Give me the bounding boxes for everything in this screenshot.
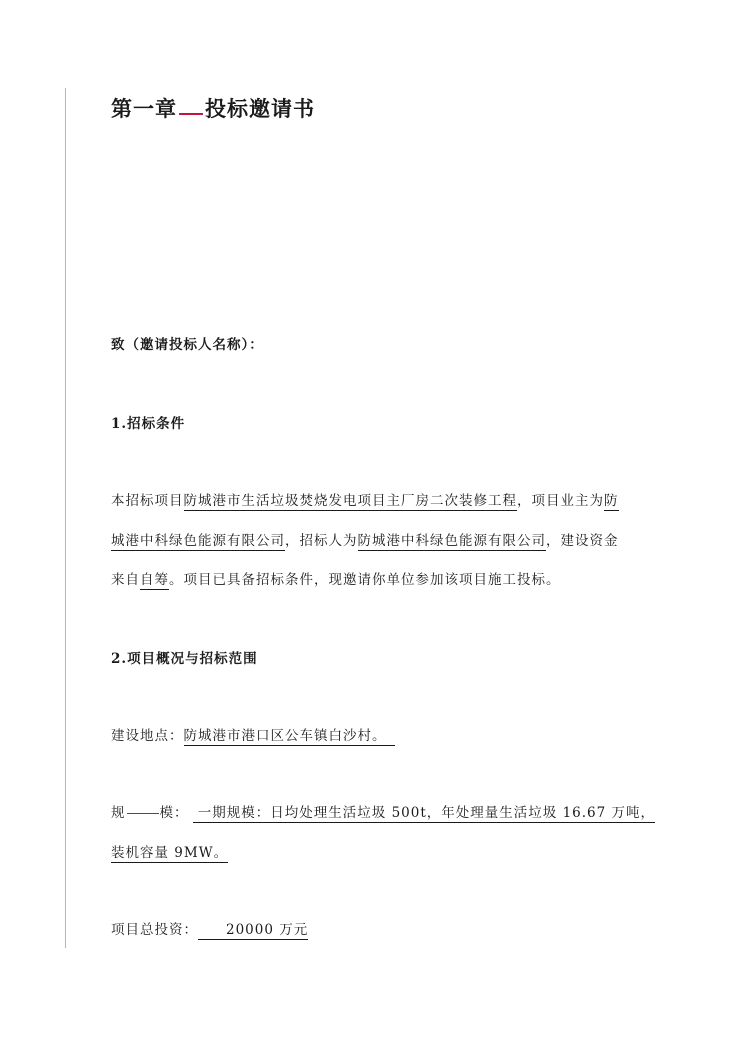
location-label: 建设地点：: [111, 728, 184, 744]
scale-label-b: 模：: [159, 805, 189, 821]
chapter-number: 第一章: [111, 97, 177, 121]
funding-source: 自筹: [140, 572, 169, 588]
owner-name-part2: 城港中科绿色能源有限公司: [111, 533, 285, 549]
scale-dash: [127, 813, 159, 814]
chapter-name: 投标邀请书: [205, 97, 315, 121]
investment-value: 20000 万元: [198, 922, 308, 940]
title-dash: [179, 113, 203, 115]
investment-label: 项目总投资：: [111, 922, 198, 938]
scale-label-a: 规: [111, 805, 126, 821]
scale-value-2: 装机容量 9MW。: [111, 845, 229, 861]
paragraph-line-1: 本招标项目防城港市生活垃圾焚烧发电项目主厂房二次装修工程，项目业主为防: [111, 493, 619, 509]
project-name: 防城港市生活垃圾焚烧发电项目主厂房二次装修工程: [183, 493, 517, 509]
investment-line: [111, 918, 308, 938]
section1-heading: 1.招标条件: [111, 416, 186, 432]
salutation: 致（邀请投标人名称）：: [111, 337, 264, 353]
margin-line: [65, 88, 66, 948]
section2-heading: 2.项目概况与招标范围: [111, 651, 258, 667]
tenderer-name: 防城港中科绿色能源有限公司: [357, 533, 546, 549]
scale-line-2: [111, 841, 228, 861]
owner-name-part1: 防: [604, 493, 619, 509]
scale-line-1: [111, 801, 655, 821]
location-line: [111, 724, 395, 744]
chapter-title: [111, 93, 315, 123]
paragraph-line-2: 城港中科绿色能源有限公司，招标人为防城港中科绿色能源有限公司，建设资金: [111, 533, 619, 549]
paragraph-line-3: 来自自筹。项目已具备招标条件，现邀请你单位参加该项目施工投标。: [111, 572, 561, 588]
scale-value-1: 一期规模：日均处理生活垃圾 500t，年处理量生活垃圾 16.67 万吨，: [192, 805, 656, 821]
location-value: 防城港市港口区公车镇白沙村。: [184, 728, 395, 746]
